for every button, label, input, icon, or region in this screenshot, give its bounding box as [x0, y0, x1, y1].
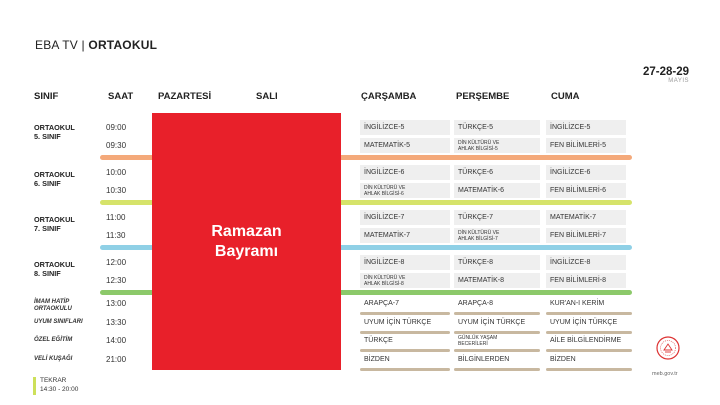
schedule-cell: TÜRKÇE: [364, 336, 393, 344]
col-header-persembe: PERŞEMBE: [456, 91, 510, 102]
class-label-6: [34, 171, 75, 188]
schedule-cell: [454, 333, 540, 348]
schedule-cell: ARAPÇA-7: [364, 299, 400, 307]
col-header-cuma: CUMA: [551, 91, 580, 102]
cell-line: AHLAK BİLGİSİ-6: [364, 190, 404, 197]
col-header-sali: SALI: [256, 91, 278, 102]
schedule-cell: FEN BİLİMLERİ-5: [546, 138, 626, 153]
date-month: MAYIS: [668, 78, 689, 84]
class-label-line2: 8. SINIF: [34, 268, 61, 278]
col-header-carsamba: ÇARŞAMBA: [361, 91, 417, 102]
class-label-line1: ORTAOKUL: [34, 215, 75, 224]
schedule-cell: BİZDEN: [364, 355, 390, 363]
time-slot: 09:30: [106, 141, 127, 150]
schedule-cell: BİZDEN: [550, 355, 576, 363]
meb-logo-icon: [656, 336, 680, 360]
class-label-line1: ORTAOKUL: [34, 170, 75, 179]
holiday-text: [211, 222, 281, 262]
cell-line: AHLAK BİLGİSİ-7: [458, 235, 498, 242]
class-label-line1: ORTAOKUL: [34, 123, 75, 132]
schedule-cell: TÜRKÇE-7: [454, 210, 540, 225]
time-slot: 10:00: [106, 168, 127, 177]
holiday-block: [152, 113, 341, 370]
schedule-cell: İNGİLİZCE-5: [546, 120, 626, 135]
cell-line: DİN KÜLTÜRÜ VE: [458, 229, 500, 236]
col-header-pazartesi: PAZARTESİ: [158, 91, 212, 102]
title-divider: |: [78, 38, 89, 52]
time-slot: 21:00: [106, 355, 127, 364]
schedule-cell: [454, 228, 540, 243]
schedule-cell: MATEMATİK-6: [454, 183, 540, 198]
class-label-line2: 7. SINIF: [34, 223, 61, 233]
schedule-cell: BİLGİNLERDEN: [458, 355, 510, 363]
section-name: ORTAOKUL: [88, 38, 158, 52]
cell-line: GÜNLÜK YAŞAM: [458, 334, 498, 341]
class-label-line1: ORTAOKUL: [34, 260, 75, 269]
schedule-cell: İNGİLİZCE-8: [360, 255, 450, 270]
class-label-5: [34, 124, 75, 141]
special-label-uyum: [34, 319, 83, 326]
schedule-cell: [360, 273, 450, 288]
special-label-imam-hatip: [34, 299, 72, 313]
time-slot: 09:00: [106, 123, 127, 132]
cell-line: DİN KÜLTÜRÜ VE: [458, 139, 500, 146]
time-slot: 10:30: [106, 186, 127, 195]
schedule-cell: KUR'AN-I KERİM: [550, 299, 605, 307]
schedule-cell: TÜRKÇE-5: [454, 120, 540, 135]
special-label-line: UYUM SINIFLARI: [34, 319, 83, 325]
schedule-cell: FEN BİLİMLERİ-8: [546, 273, 626, 288]
class-label-line2: 5. SINIF: [34, 131, 61, 141]
schedule-cell: İNGİLİZCE-5: [360, 120, 450, 135]
schedule-cell: FEN BİLİMLERİ-6: [546, 183, 626, 198]
col-header-saat: SAAT: [108, 91, 134, 102]
repeat-note: [33, 377, 78, 395]
brand-name: EBA TV: [35, 38, 79, 52]
schedule-cell: MATEMATİK-7: [360, 228, 450, 243]
schedule-cell: İNGİLİZCE-8: [546, 255, 626, 270]
cell-line: DİN KÜLTÜRÜ VE: [364, 274, 406, 281]
special-label-line: ORTAOKULU: [34, 306, 72, 312]
schedule-cell: [454, 138, 540, 153]
schedule-cell: UYUM İÇİN TÜRKÇE: [364, 318, 432, 326]
cell-line: DİN KÜLTÜRÜ VE: [364, 184, 406, 191]
date-days: 27-28-29: [642, 66, 689, 78]
page-title: [35, 38, 157, 52]
class-label-7: [34, 216, 75, 233]
schedule-cell: İNGİLİZCE-6: [360, 165, 450, 180]
schedule-cell: [360, 183, 450, 198]
schedule-cell: UYUM İÇİN TÜRKÇE: [550, 318, 618, 326]
time-slot: 12:30: [106, 276, 127, 285]
footer-site: meb.gov.tr: [652, 371, 678, 377]
repeat-time: 14:30 - 20:00: [40, 385, 79, 393]
schedule-cell: ARAPÇA-8: [458, 299, 494, 307]
special-label-veli: [34, 356, 72, 363]
holiday-line1: Ramazan: [211, 222, 282, 240]
schedule-cell: FEN BİLİMLERİ-7: [546, 228, 626, 243]
special-label-line: ÖZEL EĞİTİM: [34, 337, 73, 343]
special-label-ozel-egitim: [34, 337, 72, 344]
underline-bar: [454, 368, 540, 371]
special-label-line: İMAM HATİP: [34, 299, 70, 305]
underline-bar: [546, 368, 632, 371]
cell-line: BECERİLERİ: [458, 340, 488, 347]
class-label-8: [34, 261, 75, 278]
schedule-cell: İNGİLİZCE-7: [360, 210, 450, 225]
schedule-cell: TÜRKÇE-8: [454, 255, 540, 270]
schedule-cell: UYUM İÇİN TÜRKÇE: [458, 318, 526, 326]
cell-line: AHLAK BİLGİSİ-8: [364, 280, 404, 287]
col-header-sinif: SINIF: [34, 91, 59, 102]
schedule-cell: MATEMATİK-5: [360, 138, 450, 153]
cell-line: AHLAK BİLGİSİ-5: [458, 145, 498, 152]
underline-bar: [360, 368, 450, 371]
schedule-cell: MATEMATİK-7: [546, 210, 626, 225]
time-slot: 14:00: [106, 336, 127, 345]
time-slot: 11:30: [106, 231, 126, 240]
repeat-label: TEKRAR: [40, 377, 67, 384]
special-label-line: VELİ KUŞAĞI: [34, 356, 73, 362]
holiday-line2: Bayramı: [214, 242, 279, 260]
time-slot: 12:00: [106, 258, 127, 267]
schedule-cell: MATEMATİK-8: [454, 273, 540, 288]
schedule-cell: İNGİLİZCE-6: [546, 165, 626, 180]
class-label-line2: 6. SINIF: [34, 178, 61, 188]
time-slot: 11:00: [106, 213, 126, 222]
date-block: [643, 66, 689, 84]
time-slot: 13:00: [106, 299, 127, 308]
schedule-cell: TÜRKÇE-6: [454, 165, 540, 180]
schedule-cell: AİLE BİLGİLENDİRME: [550, 336, 622, 344]
time-slot: 13:30: [106, 318, 127, 327]
